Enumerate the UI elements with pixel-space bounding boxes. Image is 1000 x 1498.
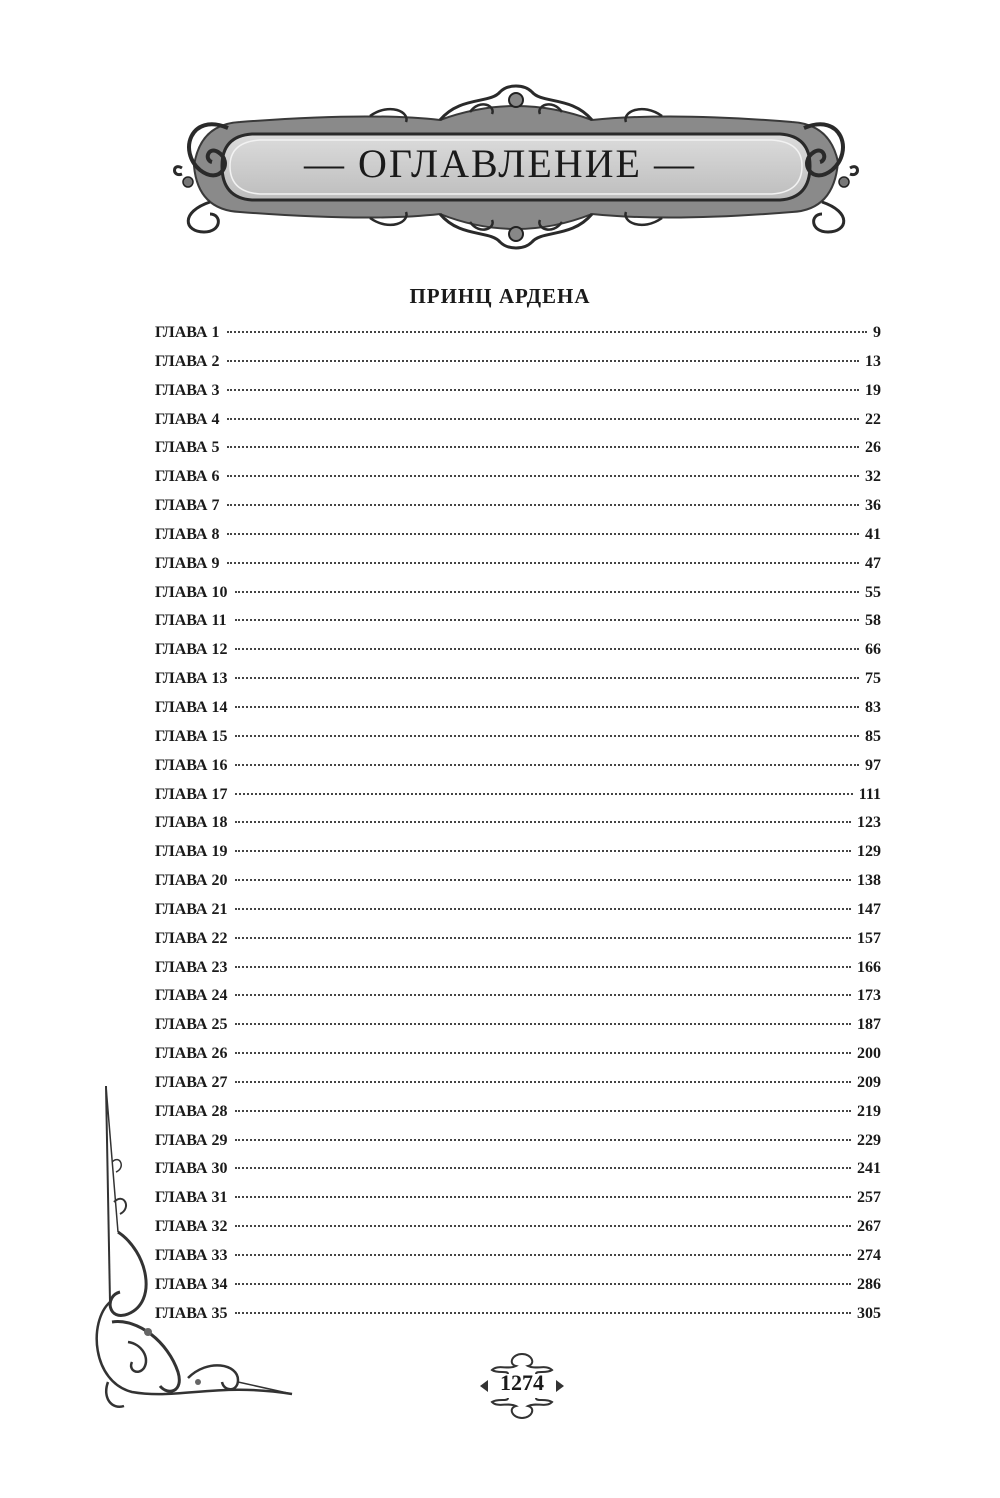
toc-entry-page: 22 — [865, 410, 881, 428]
dot-leader — [227, 418, 859, 420]
toc-entry-label: ГЛАВА 34 — [155, 1275, 228, 1293]
dot-leader — [235, 1052, 851, 1054]
toc-entry-label: ГЛАВА 22 — [155, 929, 228, 947]
dot-leader — [235, 1081, 851, 1083]
toc-entry-page: 55 — [865, 583, 881, 601]
toc-entry-label: ГЛАВА 23 — [155, 958, 228, 976]
toc-entry-label: ГЛАВА 28 — [155, 1102, 228, 1120]
toc-entry[interactable] — [155, 555, 881, 584]
toc-entry-label: ГЛАВА 27 — [155, 1073, 228, 1091]
toc-entry-label: ГЛАВА 8 — [155, 525, 220, 543]
page-title: — ОГЛАВЛЕНИЕ — — [304, 141, 696, 186]
dot-leader — [235, 908, 851, 910]
dot-leader — [227, 475, 859, 477]
toc-entry[interactable] — [155, 757, 881, 786]
toc-entry-page: 123 — [857, 814, 881, 832]
toc-entry-label: ГЛАВА 30 — [155, 1160, 228, 1178]
toc-entry-label: ГЛАВА 12 — [155, 641, 228, 659]
toc-entry-page: 257 — [857, 1189, 881, 1207]
dot-leader — [227, 533, 859, 535]
toc-entry-page: 229 — [857, 1131, 881, 1149]
toc-entry-page: 209 — [857, 1073, 881, 1091]
toc-entry-page: 138 — [857, 872, 881, 890]
toc-entry-label: ГЛАВА 21 — [155, 900, 228, 918]
toc-entry-label: ГЛАВА 16 — [155, 756, 228, 774]
toc-entry[interactable] — [155, 468, 881, 497]
toc-entry-page: 147 — [857, 900, 881, 918]
toc-entry-label: ГЛАВА 9 — [155, 554, 220, 572]
toc-entry-page: 274 — [857, 1247, 881, 1264]
toc-entry-page: 157 — [857, 929, 881, 947]
toc-entry-label: ГЛАВА 20 — [155, 872, 228, 890]
toc-entry-label: ГЛАВА 2 — [155, 352, 220, 370]
toc-entry[interactable] — [155, 872, 881, 901]
toc-entry-page: 111 — [858, 785, 881, 803]
toc-entry-page: 200 — [857, 1045, 881, 1063]
toc-entry-page: 75 — [865, 670, 881, 688]
toc-entry[interactable] — [155, 353, 881, 382]
toc-entry-page: 47 — [865, 554, 881, 572]
toc-entry-label: ГЛАВА 6 — [155, 468, 220, 486]
toc-entry-label: ГЛАВА 14 — [155, 698, 228, 716]
toc-entry-label: ГЛАВА 11 — [155, 612, 227, 630]
dot-leader — [227, 331, 867, 333]
toc-entry-page: 97 — [865, 756, 881, 774]
toc-entry[interactable] — [155, 814, 881, 843]
toc-entry-label: ГЛАВА 25 — [155, 1016, 228, 1034]
corner-flourish-icon — [88, 1082, 294, 1412]
toc-entry-page: 36 — [865, 497, 881, 515]
dot-leader — [235, 1196, 851, 1198]
toc-entry[interactable] — [155, 728, 881, 757]
toc-entry-label: ГЛАВА 1 — [155, 324, 220, 341]
toc-entry[interactable] — [155, 670, 881, 699]
toc-entry-page: 286 — [857, 1275, 881, 1293]
toc-entry[interactable] — [155, 901, 881, 930]
toc-entry-page: 187 — [857, 1016, 881, 1034]
toc-entry-label: ГЛАВА 33 — [155, 1247, 228, 1264]
toc-entry-label: ГЛАВА 35 — [155, 1304, 228, 1322]
toc-entry[interactable] — [155, 959, 881, 988]
dot-leader — [227, 360, 859, 362]
toc-entry-page: 267 — [857, 1218, 881, 1236]
toc-entry[interactable] — [155, 526, 881, 555]
toc-entry-page: 219 — [857, 1102, 881, 1120]
toc-entry-page: 241 — [857, 1160, 881, 1178]
dot-leader — [227, 504, 859, 506]
dot-leader — [235, 1167, 851, 1169]
toc-entry-label: ГЛАВА 29 — [155, 1131, 228, 1149]
dot-leader — [235, 1023, 851, 1025]
toc-entry-label: ГЛАВА 24 — [155, 987, 228, 1005]
toc-entry[interactable] — [155, 641, 881, 670]
toc-entry-label: ГЛАВА 15 — [155, 727, 228, 745]
toc-entry[interactable] — [155, 439, 881, 468]
toc-entry-page: 9 — [873, 324, 881, 341]
toc-entry[interactable] — [155, 1016, 881, 1045]
section-title: ПРИНЦ АРДЕНА — [409, 284, 591, 308]
toc-entry-label: ГЛАВА 32 — [155, 1218, 228, 1236]
dot-leader — [235, 1283, 851, 1285]
toc-entry-page: 41 — [865, 525, 881, 543]
dot-leader — [235, 1110, 851, 1112]
toc-entry-page: 85 — [865, 727, 881, 745]
toc-entry-page: 166 — [857, 958, 881, 976]
dot-leader — [227, 562, 859, 564]
toc-entry-label: ГЛАВА 3 — [155, 381, 220, 399]
dot-leader — [235, 677, 859, 679]
dot-leader — [235, 591, 859, 593]
dot-leader — [235, 648, 859, 650]
toc-entry-page: 66 — [865, 641, 881, 659]
toc-entry[interactable] — [155, 411, 881, 440]
dot-leader — [235, 994, 851, 996]
toc-entry-label: ГЛАВА 4 — [155, 410, 220, 428]
toc-entry-label: ГЛАВА 26 — [155, 1045, 228, 1063]
toc-entry-page: 58 — [865, 612, 881, 630]
toc-entry-label: ГЛАВА 19 — [155, 843, 228, 861]
dot-leader — [235, 735, 859, 737]
toc-entry-label: ГЛАВА 17 — [155, 785, 228, 803]
dot-leader — [235, 1312, 851, 1314]
dot-leader — [235, 937, 851, 939]
toc-entry-page: 26 — [865, 439, 881, 457]
dot-leader — [235, 793, 852, 795]
toc-entry[interactable] — [155, 382, 881, 411]
dot-leader — [235, 879, 851, 881]
toc-entry[interactable] — [155, 930, 881, 959]
dot-leader — [227, 446, 859, 448]
toc-entry-page: 13 — [865, 352, 881, 370]
toc-entry[interactable] — [155, 699, 881, 728]
toc-entry-label: ГЛАВА 5 — [155, 439, 220, 457]
dot-leader — [235, 619, 859, 621]
toc-entry-page: 83 — [865, 698, 881, 716]
dot-leader — [235, 1139, 851, 1141]
dot-leader — [235, 966, 851, 968]
page-number: 1274 — [500, 1370, 544, 1395]
toc-entry[interactable] — [155, 786, 881, 815]
toc-entry-label: ГЛАВА 7 — [155, 497, 220, 515]
toc-entry-page: 32 — [865, 468, 881, 486]
dot-leader — [235, 1225, 851, 1227]
dot-leader — [235, 821, 851, 823]
dot-leader — [227, 389, 859, 391]
toc-entry[interactable] — [155, 584, 881, 613]
toc-entry-page: 19 — [865, 381, 881, 399]
toc-entry-label: ГЛАВА 31 — [155, 1189, 228, 1207]
dot-leader — [235, 850, 851, 852]
toc-entry[interactable] — [155, 324, 881, 353]
toc-entry-page: 173 — [857, 987, 881, 1005]
dot-leader — [235, 706, 859, 708]
toc-entry-page: 305 — [857, 1304, 881, 1322]
toc-entry[interactable] — [155, 497, 881, 526]
toc-entry-page: 129 — [857, 843, 881, 861]
dot-leader — [235, 764, 859, 766]
toc-entry[interactable] — [155, 843, 881, 872]
toc-entry[interactable] — [155, 987, 881, 1016]
toc-entry-label: ГЛАВА 18 — [155, 814, 228, 832]
toc-entry[interactable] — [155, 1045, 881, 1074]
toc-entry[interactable] — [155, 612, 881, 641]
toc-entry-label: ГЛАВА 13 — [155, 670, 228, 688]
dot-leader — [235, 1254, 851, 1256]
toc-entry-label: ГЛАВА 10 — [155, 583, 228, 601]
